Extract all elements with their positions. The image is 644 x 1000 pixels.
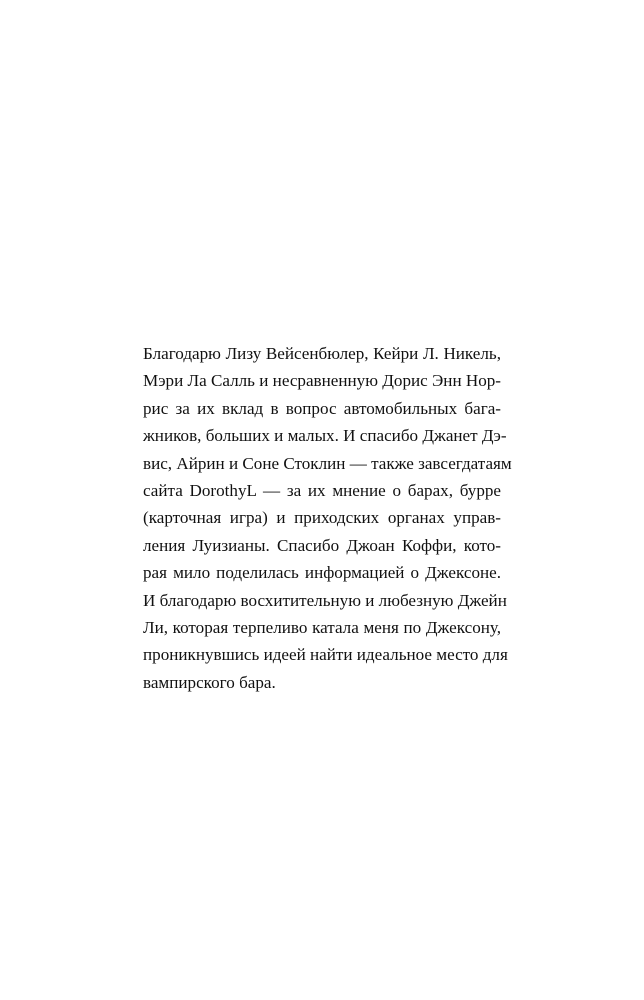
paragraph-line-13: вампирского бара. xyxy=(143,672,276,692)
paragraph-line-6: сайта DorothyL — за их мнение о барах, бурре xyxy=(143,481,501,501)
paragraph-line-10: И благодарю восхитительную и любезную Джейн xyxy=(143,590,507,610)
paragraph-line-11: Ли, которая терпеливо катала меня по Джексону, xyxy=(143,618,501,638)
paragraph-line-8: ления Луизианы. Спасибо Джоан Коффи, кото- xyxy=(143,535,501,555)
paragraph-line-7: (карточная игра) и приходских органах управ- xyxy=(143,508,501,528)
paragraph-line-3: рис за их вклад в вопрос автомобильных бага- xyxy=(143,398,501,418)
paragraph-line-2: Мэри Ла Салль и несравненную Дорис Энн Нор- xyxy=(143,371,501,391)
paragraph-line-12: проникнувшись идеей найти идеальное место для xyxy=(143,645,508,665)
paragraph-line-1: Благодарю Лизу Вейсенбюлер, Кейри Л. Никель, xyxy=(143,344,501,363)
paragraph-line-5: вис, Айрин и Соне Стоклин — также завсегдатаям xyxy=(143,453,512,473)
paragraph-line-9: рая мило поделилась информацией о Джексоне. xyxy=(143,563,501,583)
acknowledgements-paragraph xyxy=(143,340,512,696)
paragraph-line-4: жников, больших и малых. И спасибо Джанет Дэ- xyxy=(143,426,507,446)
